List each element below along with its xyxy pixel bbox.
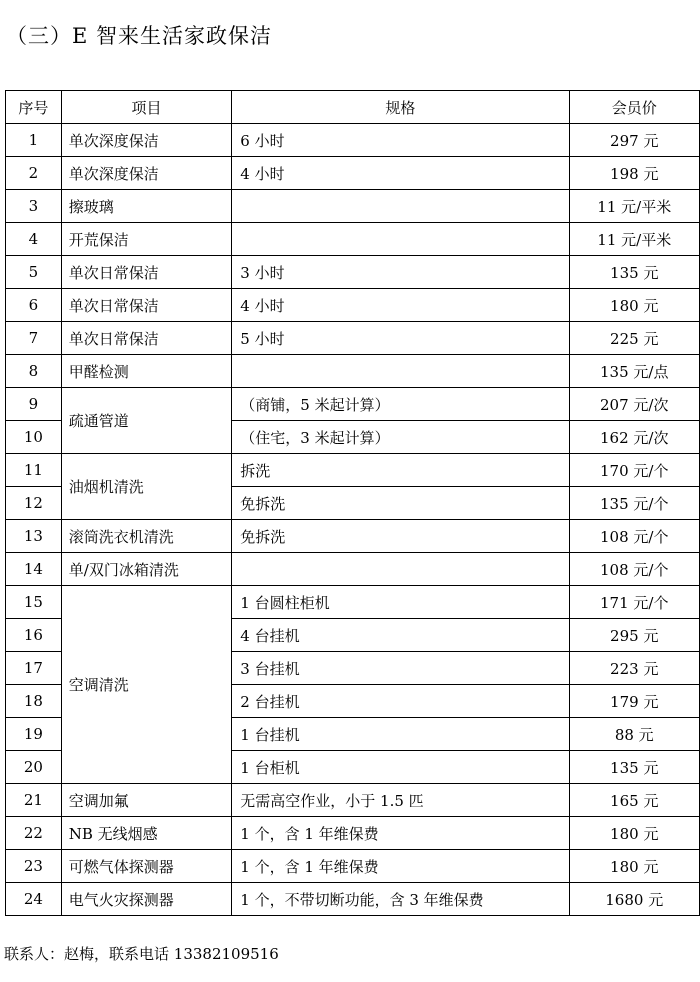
table-row	[6, 256, 700, 289]
price-table	[5, 90, 700, 916]
row-number: 10	[6, 421, 62, 454]
item-name: 可燃气体探测器	[61, 850, 232, 883]
table-row	[6, 322, 700, 355]
page-title: （三）E 智来生活家政保洁	[6, 24, 273, 48]
item-price: 179 元	[569, 685, 700, 718]
row-number: 16	[6, 619, 62, 652]
table-row	[6, 553, 700, 586]
item-spec: 3 台挂机	[232, 652, 569, 685]
table-row	[6, 817, 700, 850]
table-row	[6, 223, 700, 256]
row-number: 11	[6, 454, 62, 487]
item-spec: 3 小时	[232, 256, 569, 289]
item-spec: 4 小时	[232, 157, 569, 190]
item-name: 疏通管道	[61, 388, 232, 454]
item-price: 88 元	[569, 718, 700, 751]
item-name: 空调清洗	[61, 586, 232, 784]
item-name: 单次日常保洁	[61, 256, 232, 289]
item-price: 135 元/个	[569, 487, 700, 520]
item-price: 135 元/点	[569, 355, 700, 388]
item-price: 295 元	[569, 619, 700, 652]
header-price: 会员价	[569, 91, 700, 124]
item-spec: 1 个，含 1 年维保费	[232, 850, 569, 883]
row-number: 9	[6, 388, 62, 421]
item-price: 1680 元	[569, 883, 700, 916]
row-number: 24	[6, 883, 62, 916]
row-number: 18	[6, 685, 62, 718]
item-price: 11 元/平米	[569, 190, 700, 223]
item-price: 165 元	[569, 784, 700, 817]
item-spec: 1 台圆柱柜机	[232, 586, 569, 619]
item-spec: 6 小时	[232, 124, 569, 157]
table-row	[6, 157, 700, 190]
row-number: 22	[6, 817, 62, 850]
row-number: 21	[6, 784, 62, 817]
row-number: 4	[6, 223, 62, 256]
table-row	[6, 520, 700, 553]
item-name: NB 无线烟感	[61, 817, 232, 850]
table-row	[6, 850, 700, 883]
table-row	[6, 124, 700, 157]
row-number: 3	[6, 190, 62, 223]
item-spec	[232, 190, 569, 223]
header-no: 序号	[6, 91, 62, 124]
row-number: 5	[6, 256, 62, 289]
item-spec: （商铺，5 米起计算）	[232, 388, 569, 421]
item-name: 单次深度保洁	[61, 124, 232, 157]
item-name: 电气火灾探测器	[61, 883, 232, 916]
item-spec: 4 台挂机	[232, 619, 569, 652]
row-number: 7	[6, 322, 62, 355]
table-row	[6, 454, 700, 487]
item-price: 171 元/个	[569, 586, 700, 619]
item-name: 单次深度保洁	[61, 157, 232, 190]
row-number: 23	[6, 850, 62, 883]
item-spec: 无需高空作业，小于 1.5 匹	[232, 784, 569, 817]
table-row	[6, 289, 700, 322]
item-name: 甲醛检测	[61, 355, 232, 388]
item-spec	[232, 553, 569, 586]
table-row	[6, 355, 700, 388]
item-price: 108 元/个	[569, 553, 700, 586]
item-price: 207 元/次	[569, 388, 700, 421]
row-number: 19	[6, 718, 62, 751]
item-price: 135 元	[569, 751, 700, 784]
table-row	[6, 784, 700, 817]
item-spec: 拆洗	[232, 454, 569, 487]
item-price: 198 元	[569, 157, 700, 190]
item-name: 开荒保洁	[61, 223, 232, 256]
header-item: 项目	[61, 91, 232, 124]
header-spec: 规格	[232, 91, 569, 124]
row-number: 20	[6, 751, 62, 784]
item-price: 180 元	[569, 289, 700, 322]
item-price: 180 元	[569, 850, 700, 883]
table-row	[6, 883, 700, 916]
row-number: 15	[6, 586, 62, 619]
item-price: 170 元/个	[569, 454, 700, 487]
row-number: 2	[6, 157, 62, 190]
item-spec	[232, 355, 569, 388]
row-number: 1	[6, 124, 62, 157]
item-spec: 2 台挂机	[232, 685, 569, 718]
item-spec: （住宅，3 米起计算）	[232, 421, 569, 454]
row-number: 6	[6, 289, 62, 322]
item-name: 油烟机清洗	[61, 454, 232, 520]
table-body	[6, 124, 700, 916]
item-price: 108 元/个	[569, 520, 700, 553]
row-number: 8	[6, 355, 62, 388]
item-name: 滚筒洗衣机清洗	[61, 520, 232, 553]
item-spec: 4 小时	[232, 289, 569, 322]
table-header-row	[6, 91, 700, 124]
row-number: 13	[6, 520, 62, 553]
item-price: 162 元/次	[569, 421, 700, 454]
item-price: 11 元/平米	[569, 223, 700, 256]
item-price: 297 元	[569, 124, 700, 157]
row-number: 17	[6, 652, 62, 685]
item-name: 单/双门冰箱清洗	[61, 553, 232, 586]
item-price: 225 元	[569, 322, 700, 355]
row-number: 14	[6, 553, 62, 586]
item-spec: 5 小时	[232, 322, 569, 355]
table-row	[6, 586, 700, 619]
item-spec: 1 台柜机	[232, 751, 569, 784]
item-price: 135 元	[569, 256, 700, 289]
item-spec: 免拆洗	[232, 487, 569, 520]
contact-info: 联系人：赵梅，联系电话 13382109516	[4, 945, 279, 963]
item-price: 223 元	[569, 652, 700, 685]
row-number: 12	[6, 487, 62, 520]
item-name: 单次日常保洁	[61, 322, 232, 355]
item-spec: 1 个，不带切断功能，含 3 年维保费	[232, 883, 569, 916]
item-spec: 1 个，含 1 年维保费	[232, 817, 569, 850]
item-name: 单次日常保洁	[61, 289, 232, 322]
item-spec: 免拆洗	[232, 520, 569, 553]
item-name: 空调加氟	[61, 784, 232, 817]
item-name: 擦玻璃	[61, 190, 232, 223]
item-spec: 1 台挂机	[232, 718, 569, 751]
table-row	[6, 190, 700, 223]
item-price: 180 元	[569, 817, 700, 850]
table-row	[6, 388, 700, 421]
item-spec	[232, 223, 569, 256]
